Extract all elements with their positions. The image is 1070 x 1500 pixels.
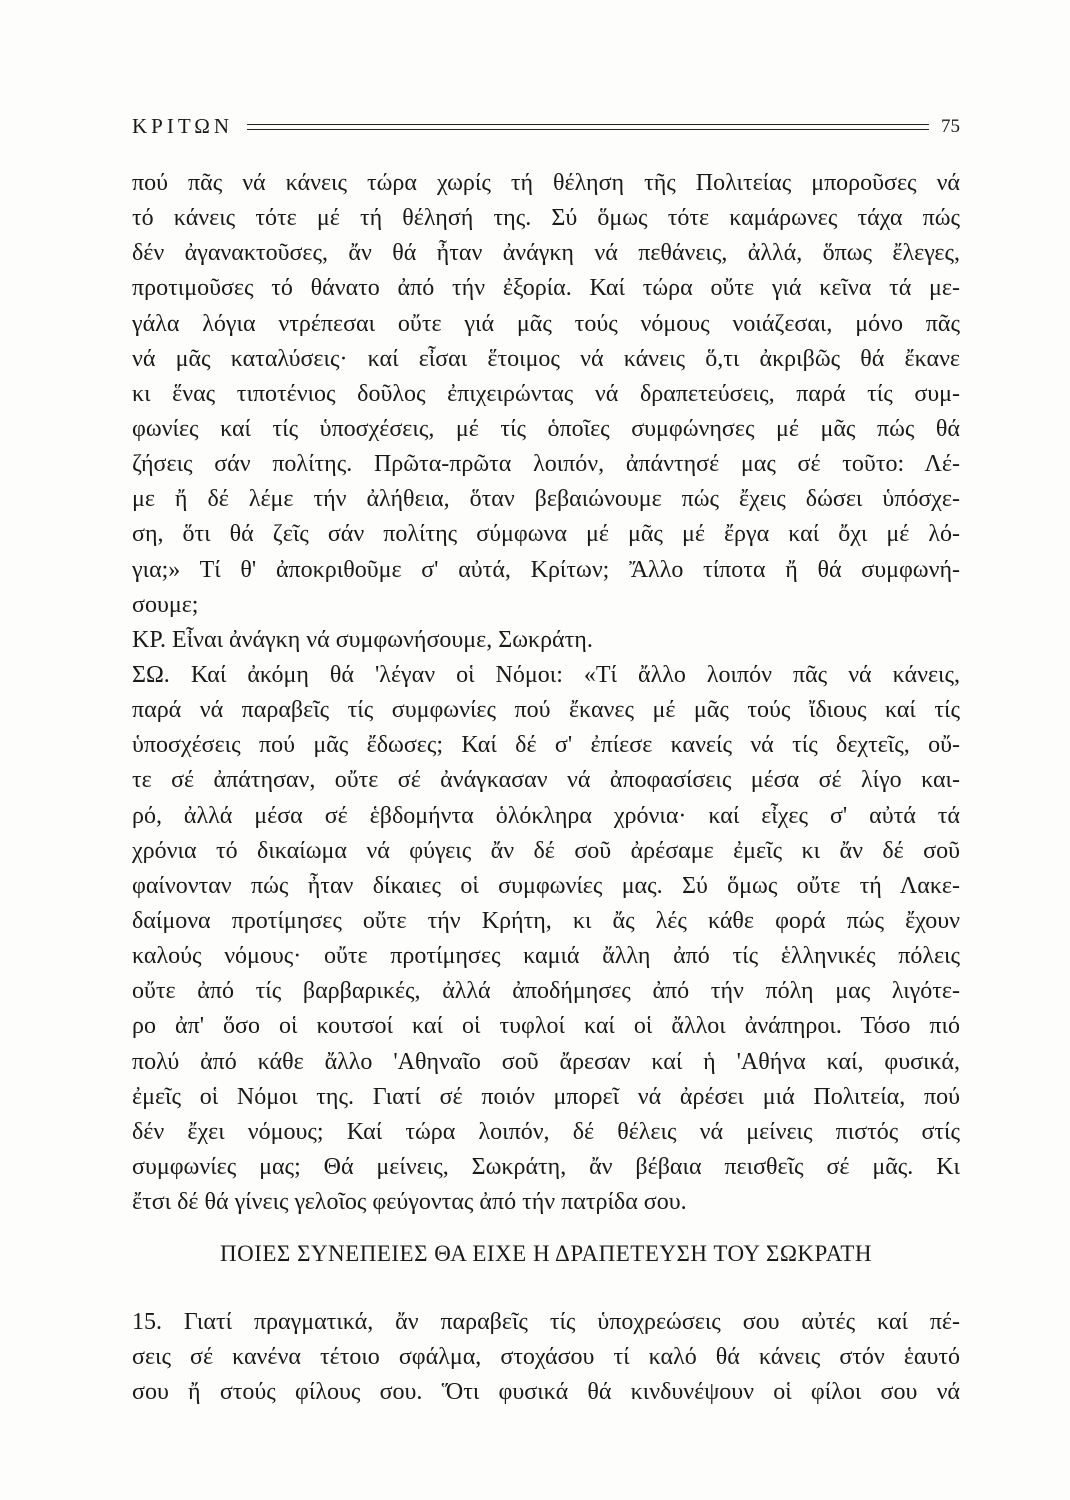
speaker-line-kriton: ΚΡ. Εἶναι ἀνάγκη νά συμφωνήσουμε, Σωκράτη. bbox=[132, 626, 593, 653]
body-text-section-15 bbox=[132, 1305, 960, 1410]
text-line: με ἤ δέ λέμε τήν ἀλήθεια, ὅταν βεβαιώνουμε πώς ἔχεις δώσει ὑπόσχε- bbox=[132, 486, 960, 513]
text-line: οὔτε ἀπό τίς βαρβαρικές, ἀλλά ἀποδήμησες ἀπό τήν πόλη μας λιγότε- bbox=[132, 978, 960, 1005]
speaker-line-sokratis: ΣΩ. Καί ἀκόμη θά 'λέγαν οἱ Νόμοι: «Τί ἄλλο λοιπόν πᾶς νά κάνεις, bbox=[132, 661, 960, 688]
text-line: δέν ἔχει νόμους; Καί τώρα λοιπόν, δέ θέλεις νά μείνεις πιστός στίς bbox=[132, 1118, 960, 1145]
text-line: ρό, ἀλλά μέσα σέ ἑβδομήντα ὁλόκληρα χρόνια· καί εἶχες σ' αὐτά τά bbox=[132, 802, 960, 829]
text-line: ζήσεις σάν πολίτης. Πρῶτα-πρῶτα λοιπόν, ἀπάντησέ μας σέ τοῦτο: Λέ- bbox=[132, 451, 960, 478]
text-line: νά μᾶς καταλύσεις· καί εἶσαι ἕτοιμος νά κάνεις ὅ,τι ἀκριβῶς θά ἔκανε bbox=[132, 345, 960, 372]
running-head-double-rule bbox=[247, 124, 929, 130]
text-line: παρά νά παραβεῖς τίς συμφωνίες πού ἔκανες μέ μᾶς τούς ἴδιους καί τίς bbox=[132, 697, 960, 724]
text-line: σεις σέ κανένα τέτοιο σφάλμα, στοχάσου τί καλό θά κάνεις στόν ἑαυτό bbox=[132, 1344, 960, 1371]
body-text bbox=[132, 166, 960, 1220]
text-line: ρο ἀπ' ὅσο οἱ κουτσοί καί οἱ τυφλοί καί οἱ ἄλλοι ἀνάπηροι. Τόσο πιό bbox=[132, 1013, 960, 1040]
text-line: τό κάνεις τότε μέ τή θέλησή της. Σύ ὅμως τότε καμάρωνες τάχα πώς bbox=[132, 205, 960, 232]
running-head bbox=[132, 114, 960, 139]
text-line: προτιμοῦσες τό θάνατο ἀπό τήν ἐξορία. Καί τώρα οὔτε γιά κεῖνα τά με- bbox=[132, 275, 960, 302]
text-line: γάλα λόγια ντρέπεσαι οὔτε γιά μᾶς τούς νόμους νοιάζεσαι, μόνο πᾶς bbox=[132, 310, 960, 337]
text-line: ἐμεῖς οἱ Νόμοι της. Γιατί σέ ποιόν μπορεῖ νά ἀρέσει μιά Πολιτεία, πού bbox=[132, 1083, 960, 1110]
text-line: ση, ὅτι θά ζεῖς σάν πολίτης σύμφωνα μέ μᾶς μέ ἔργα καί ὄχι μέ λό- bbox=[132, 521, 960, 548]
text-line: σουμε; bbox=[132, 591, 199, 618]
text-line: δέν ἀγανακτοῦσες, ἄν θά ἦταν ἀνάγκη νά πεθάνεις, ἀλλά, ὅπως ἔλεγες, bbox=[132, 240, 960, 267]
section-heading: ΠΟΙΕΣ ΣΥΝΕΠΕΙΕΣ ΘΑ ΕΙΧΕ Η ΔΡΑΠΕΤΕΥΣΗ ΤΟΥ ΣΩΚΡΑΤΗ bbox=[220, 1241, 872, 1266]
text-line: κι ἕνας τιποτένιος δοῦλος ἐπιχειρώντας νά δραπετεύσεις, παρά τίς συμ- bbox=[132, 380, 960, 407]
text-line: ἔτσι δέ θά γίνεις γελοῖος φεύγοντας ἀπό τήν πατρίδα σου. bbox=[132, 1189, 687, 1216]
text-line: σου ἤ στούς φίλους σου. Ὅτι φυσικά θά κινδυνέψουν οἱ φίλοι σου νά bbox=[132, 1379, 960, 1406]
text-line: χρόνια τό δικαίωμα νά φύγεις ἄν δέ σοῦ ἀρέσαμε ἐμεῖς κι ἄν δέ σοῦ bbox=[132, 837, 960, 864]
running-head-title: ΚΡΙΤΩΝ bbox=[132, 114, 234, 138]
text-line: φωνίες καί τίς ὑποσχέσεις, μέ τίς ὁποῖες συμφώνησες μέ μᾶς πώς θά bbox=[132, 415, 960, 442]
text-line: 15. Γιατί πραγματικά, ἄν παραβεῖς τίς ὑποχρεώσεις σου αὐτές καί πέ- bbox=[132, 1309, 960, 1335]
text-line: δαίμονα προτίμησες οὔτε τήν Κρήτη, κι ἄς λές κάθε φορά πώς ἔχουν bbox=[132, 907, 960, 934]
text-line: καλούς νόμους· οὔτε προτίμησες καμιά ἄλλη ἀπό τίς ἑλληνικές πόλεις bbox=[132, 943, 960, 970]
page-number: 75 bbox=[941, 115, 960, 137]
text-line: πολύ ἀπό κάθε ἄλλο 'Αθηναῖο σοῦ ἄρεσαν καί ἡ 'Αθήνα καί, φυσικά, bbox=[132, 1048, 960, 1075]
text-line: συμφωνίες μας; Θά μείνεις, Σωκράτη, ἄν βέβαια πεισθεῖς σέ μᾶς. Κι bbox=[132, 1153, 960, 1180]
text-line: φαίνονταν πώς ἦταν δίκαιες οἱ συμφωνίες μας. Σύ ὅμως οὔτε τή Λακε- bbox=[132, 872, 960, 899]
text-line: τε σέ ἀπάτησαν, οὔτε σέ ἀνάγκασαν νά ἀποφασίσεις μέσα σέ λίγο και- bbox=[132, 767, 960, 794]
text-line: για;» Τί θ' ἀποκριθοῦμε σ' αὐτά, Κρίτων; Ἄλλο τίποτα ἤ θά συμφωνή- bbox=[132, 556, 960, 583]
text-line: πού πᾶς νά κάνεις τώρα χωρίς τή θέληση τῆς Πολιτείας μποροῦσες νά bbox=[132, 170, 960, 196]
text-line: ὑποσχέσεις πού μᾶς ἔδωσες; Καί δέ σ' ἐπίεσε κανείς νά τίς δεχτεῖς, οὔ- bbox=[132, 732, 960, 759]
